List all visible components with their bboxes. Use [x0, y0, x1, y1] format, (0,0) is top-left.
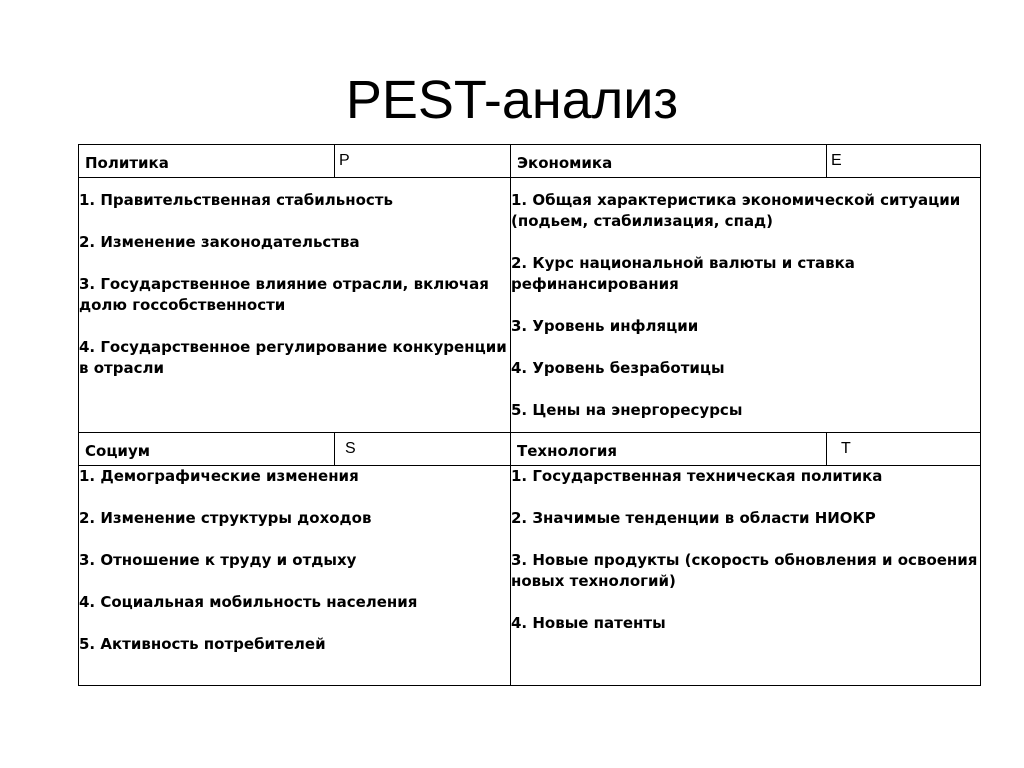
politics-factor: 3. Государственное влияние отрасли, включая долю госсобственности [79, 275, 489, 314]
politics-factor: 1. Правительственная стабильность [79, 191, 393, 209]
society-factor: 2. Изменение структуры доходов [79, 509, 372, 527]
society-factor: 4. Социальная мобильность населения [79, 593, 418, 611]
technology-letter: T [827, 433, 981, 466]
technology-factor: 2. Значимые тенденции в области НИОКР [511, 509, 876, 527]
technology-header: Технология [511, 433, 827, 466]
politics-factors [79, 178, 511, 433]
technology-factor: 4. Новые патенты [511, 614, 666, 632]
economics-factor: 3. Уровень инфляции [511, 317, 699, 335]
economics-header: Экономика [511, 145, 827, 178]
economics-factor: 1. Общая характеристика экономической ситуации (подьем, стабилизация, спад) [511, 191, 961, 230]
politics-letter: P [335, 145, 511, 178]
politics-factor: 2. Изменение законодательства [79, 233, 360, 251]
body-row-bottom [79, 466, 981, 686]
header-row-bottom [79, 433, 981, 466]
society-header: Социум [79, 433, 335, 466]
society-letter: S [335, 433, 511, 466]
politics-header: Политика [79, 145, 335, 178]
technology-factor: 3. Новые продукты (скорость обновления и освоения новых технологий) [511, 551, 978, 590]
economics-factors [511, 178, 981, 433]
economics-letter: E [827, 145, 981, 178]
society-factors [79, 466, 511, 686]
technology-factor: 1. Государственная техническая политика [511, 467, 883, 485]
economics-factor: 4. Уровень безработицы [511, 359, 725, 377]
pest-table [78, 144, 981, 686]
economics-factor: 5. Цены на энергоресурсы [511, 401, 743, 419]
body-row-top [79, 178, 981, 433]
technology-factors [511, 466, 981, 686]
politics-factor: 4. Государственное регулирование конкуренции в отрасли [79, 338, 507, 377]
society-factor: 1. Демографические изменения [79, 467, 359, 485]
economics-factor: 2. Курс национальной валюты и ставка рефинансирования [511, 254, 855, 293]
header-row-top [79, 145, 981, 178]
slide-title: PEST-анализ [345, 70, 679, 130]
society-factor: 5. Активность потребителей [79, 635, 326, 653]
society-factor: 3. Отношение к труду и отдыху [79, 551, 357, 569]
